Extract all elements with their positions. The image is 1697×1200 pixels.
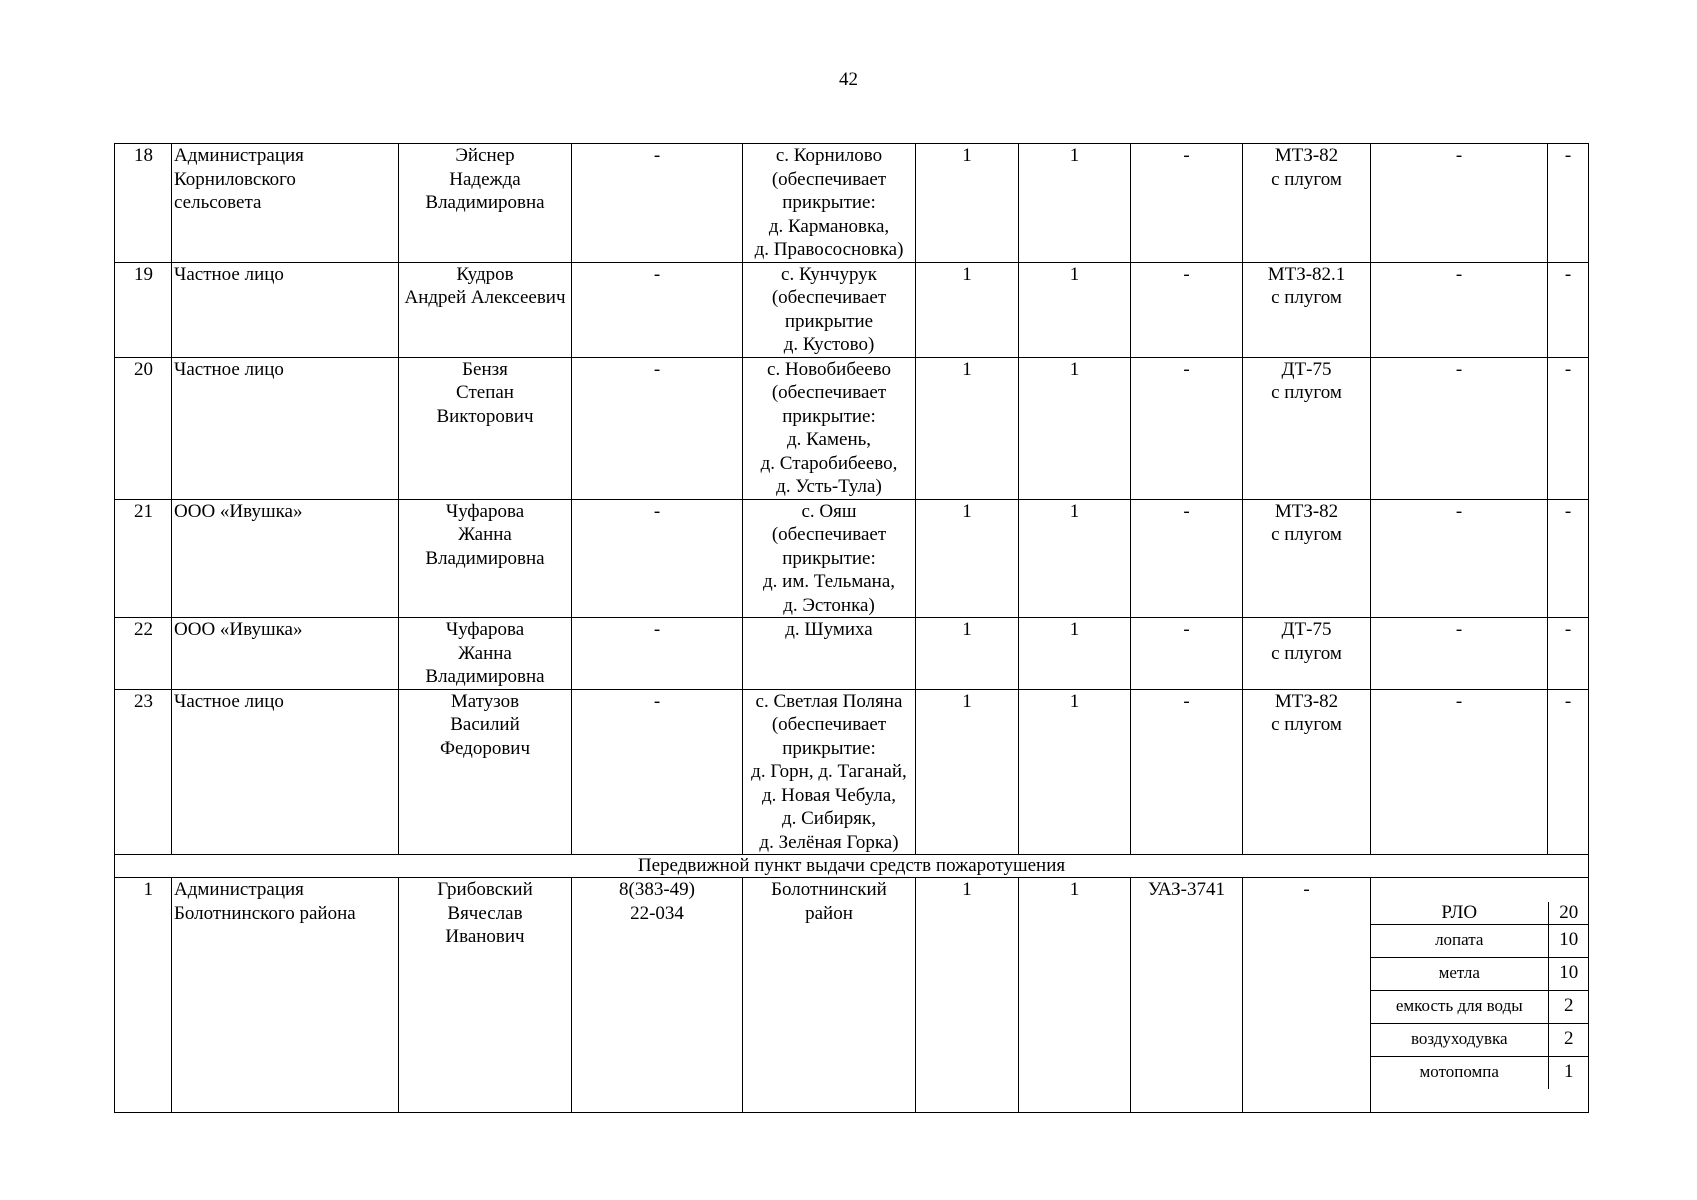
vehicle-cell: - [1131,262,1243,357]
equipment-quantity: 10 [1548,957,1589,990]
responsible-person-cell: Эйснер Надежда Владимировна [399,144,572,263]
equipment-cell: - [1371,618,1548,690]
organization-cell: Частное лицо [172,357,399,499]
count-cell: 1 [916,262,1019,357]
equipment-quantity: 10 [1548,924,1589,957]
location-cell: с. Светлая Поляна (обеспечивает прикрытие: д. Горн, д. Таганай, д. Новая Чебула, д. Сибиряк, д. Зелёная Горка) [743,689,916,855]
quantity-cell: - [1548,499,1589,618]
count-cell: 1 [1019,357,1131,499]
table-row [115,262,1589,357]
tractor-cell: ДТ-75 с плугом [1243,357,1371,499]
tractor-cell: МТЗ-82 с плугом [1243,144,1371,263]
row-number: 22 [115,618,172,690]
equipment-name: метла [1371,957,1548,990]
location-cell: д. Шумиха [743,618,916,690]
count-cell: 1 [916,357,1019,499]
row-number: 23 [115,689,172,855]
vehicle-cell: - [1131,499,1243,618]
count-cell: 1 [1019,878,1131,1113]
quantity-cell: - [1548,357,1589,499]
location-cell: с. Кунчурук (обеспечивает прикрытие д. Кустово) [743,262,916,357]
phone-cell: - [572,357,743,499]
quantity-cell: - [1548,262,1589,357]
count-cell: 1 [916,689,1019,855]
equipment-quantity: 1 [1548,1056,1589,1089]
count-cell: 1 [1019,144,1131,263]
phone-cell: - [572,689,743,855]
vehicle-cell: - [1131,618,1243,690]
count-cell: 1 [916,618,1019,690]
row-number: 20 [115,357,172,499]
count-cell: 1 [1019,499,1131,618]
quantity-cell: - [1548,689,1589,855]
tractor-cell: МТЗ-82 с плугом [1243,499,1371,618]
count-cell: 1 [1019,689,1131,855]
equipment-name: РЛО [1371,902,1548,925]
quantity-cell: - [1548,618,1589,690]
tractor-cell: ДТ-75 с плугом [1243,618,1371,690]
phone-cell: - [572,144,743,263]
equipment-cell: - [1371,357,1548,499]
tractor-cell: МТЗ-82 с плугом [1243,689,1371,855]
organization-cell: ООО «Ивушка» [172,618,399,690]
table-row [115,618,1589,690]
equipment-cell: - [1371,499,1548,618]
count-cell: 1 [916,878,1019,1113]
responsible-person-cell: Бензя Степан Викторович [399,357,572,499]
count-cell: 1 [1019,262,1131,357]
responsible-person-cell: Чуфарова Жанна Владимировна [399,618,572,690]
tractor-cell: - [1243,878,1371,1113]
section-header-row [115,855,1589,878]
table-row [115,878,1589,1113]
equipment-name: лопата [1371,924,1548,957]
tractor-cell: МТЗ-82.1 с плугом [1243,262,1371,357]
equipment-name: воздуходувка [1371,1023,1548,1056]
responsible-person-cell: Матузов Василий Федорович [399,689,572,855]
vehicle-cell: УАЗ-3741 [1131,878,1243,1113]
responsible-person-cell: Кудров Андрей Алексеевич [399,262,572,357]
responsible-person-cell: Грибовский Вячеслав Иванович [399,878,572,1113]
equipment-quantity: 2 [1548,1023,1589,1056]
row-number: 18 [115,144,172,263]
equipment-cell: - [1371,144,1548,263]
organization-cell: Частное лицо [172,262,399,357]
location-cell: Болотнинский район [743,878,916,1113]
equipment-name: мотопомпа [1371,1056,1548,1089]
equipment-quantity: 2 [1548,990,1589,1023]
equipment-item [1371,957,1589,990]
equipment-item [1371,990,1589,1023]
row-number: 1 [115,878,172,1113]
table-row [115,144,1589,263]
equipment-quantity: 20 [1548,902,1589,925]
equipment-list [1371,878,1589,1113]
location-cell: с. Корнилово (обеспечивает прикрытие: д. Кармановка, д. Правососновка) [743,144,916,263]
organization-cell: Администрация Корниловского сельсовета [172,144,399,263]
organization-cell: Администрация Болотнинского района [172,878,399,1113]
section-title: Передвижной пункт выдачи средств пожаротушения [115,855,1589,878]
count-cell: 1 [916,499,1019,618]
equipment-item [1371,902,1589,925]
table-row [115,499,1589,618]
phone-cell: 8(383-49) 22-034 [572,878,743,1113]
phone-cell: - [572,618,743,690]
location-cell: с. Новобибеево (обеспечивает прикрытие: д. Камень, д. Старобибеево, д. Усть-Тула) [743,357,916,499]
responsible-person-cell: Чуфарова Жанна Владимировна [399,499,572,618]
equipment-item [1371,1056,1589,1089]
phone-cell: - [572,262,743,357]
organization-cell: ООО «Ивушка» [172,499,399,618]
equipment-cell: - [1371,689,1548,855]
equipment-name: емкость для воды [1371,990,1548,1023]
organization-cell: Частное лицо [172,689,399,855]
equipment-subtable [1371,902,1589,1089]
table-row [115,357,1589,499]
table-row [115,689,1589,855]
equipment-item [1371,924,1589,957]
quantity-cell: - [1548,144,1589,263]
location-cell: с. Ояш (обеспечивает прикрытие: д. им. Тельмана, д. Эстонка) [743,499,916,618]
vehicle-cell: - [1131,689,1243,855]
equipment-item [1371,1023,1589,1056]
phone-cell: - [572,499,743,618]
equipment-cell: - [1371,262,1548,357]
count-cell: 1 [916,144,1019,263]
vehicle-cell: - [1131,357,1243,499]
row-number: 19 [115,262,172,357]
row-number: 21 [115,499,172,618]
page-number: 42 [839,69,858,90]
vehicle-cell: - [1131,144,1243,263]
count-cell: 1 [1019,618,1131,690]
fire-equipment-table [114,143,1589,1113]
